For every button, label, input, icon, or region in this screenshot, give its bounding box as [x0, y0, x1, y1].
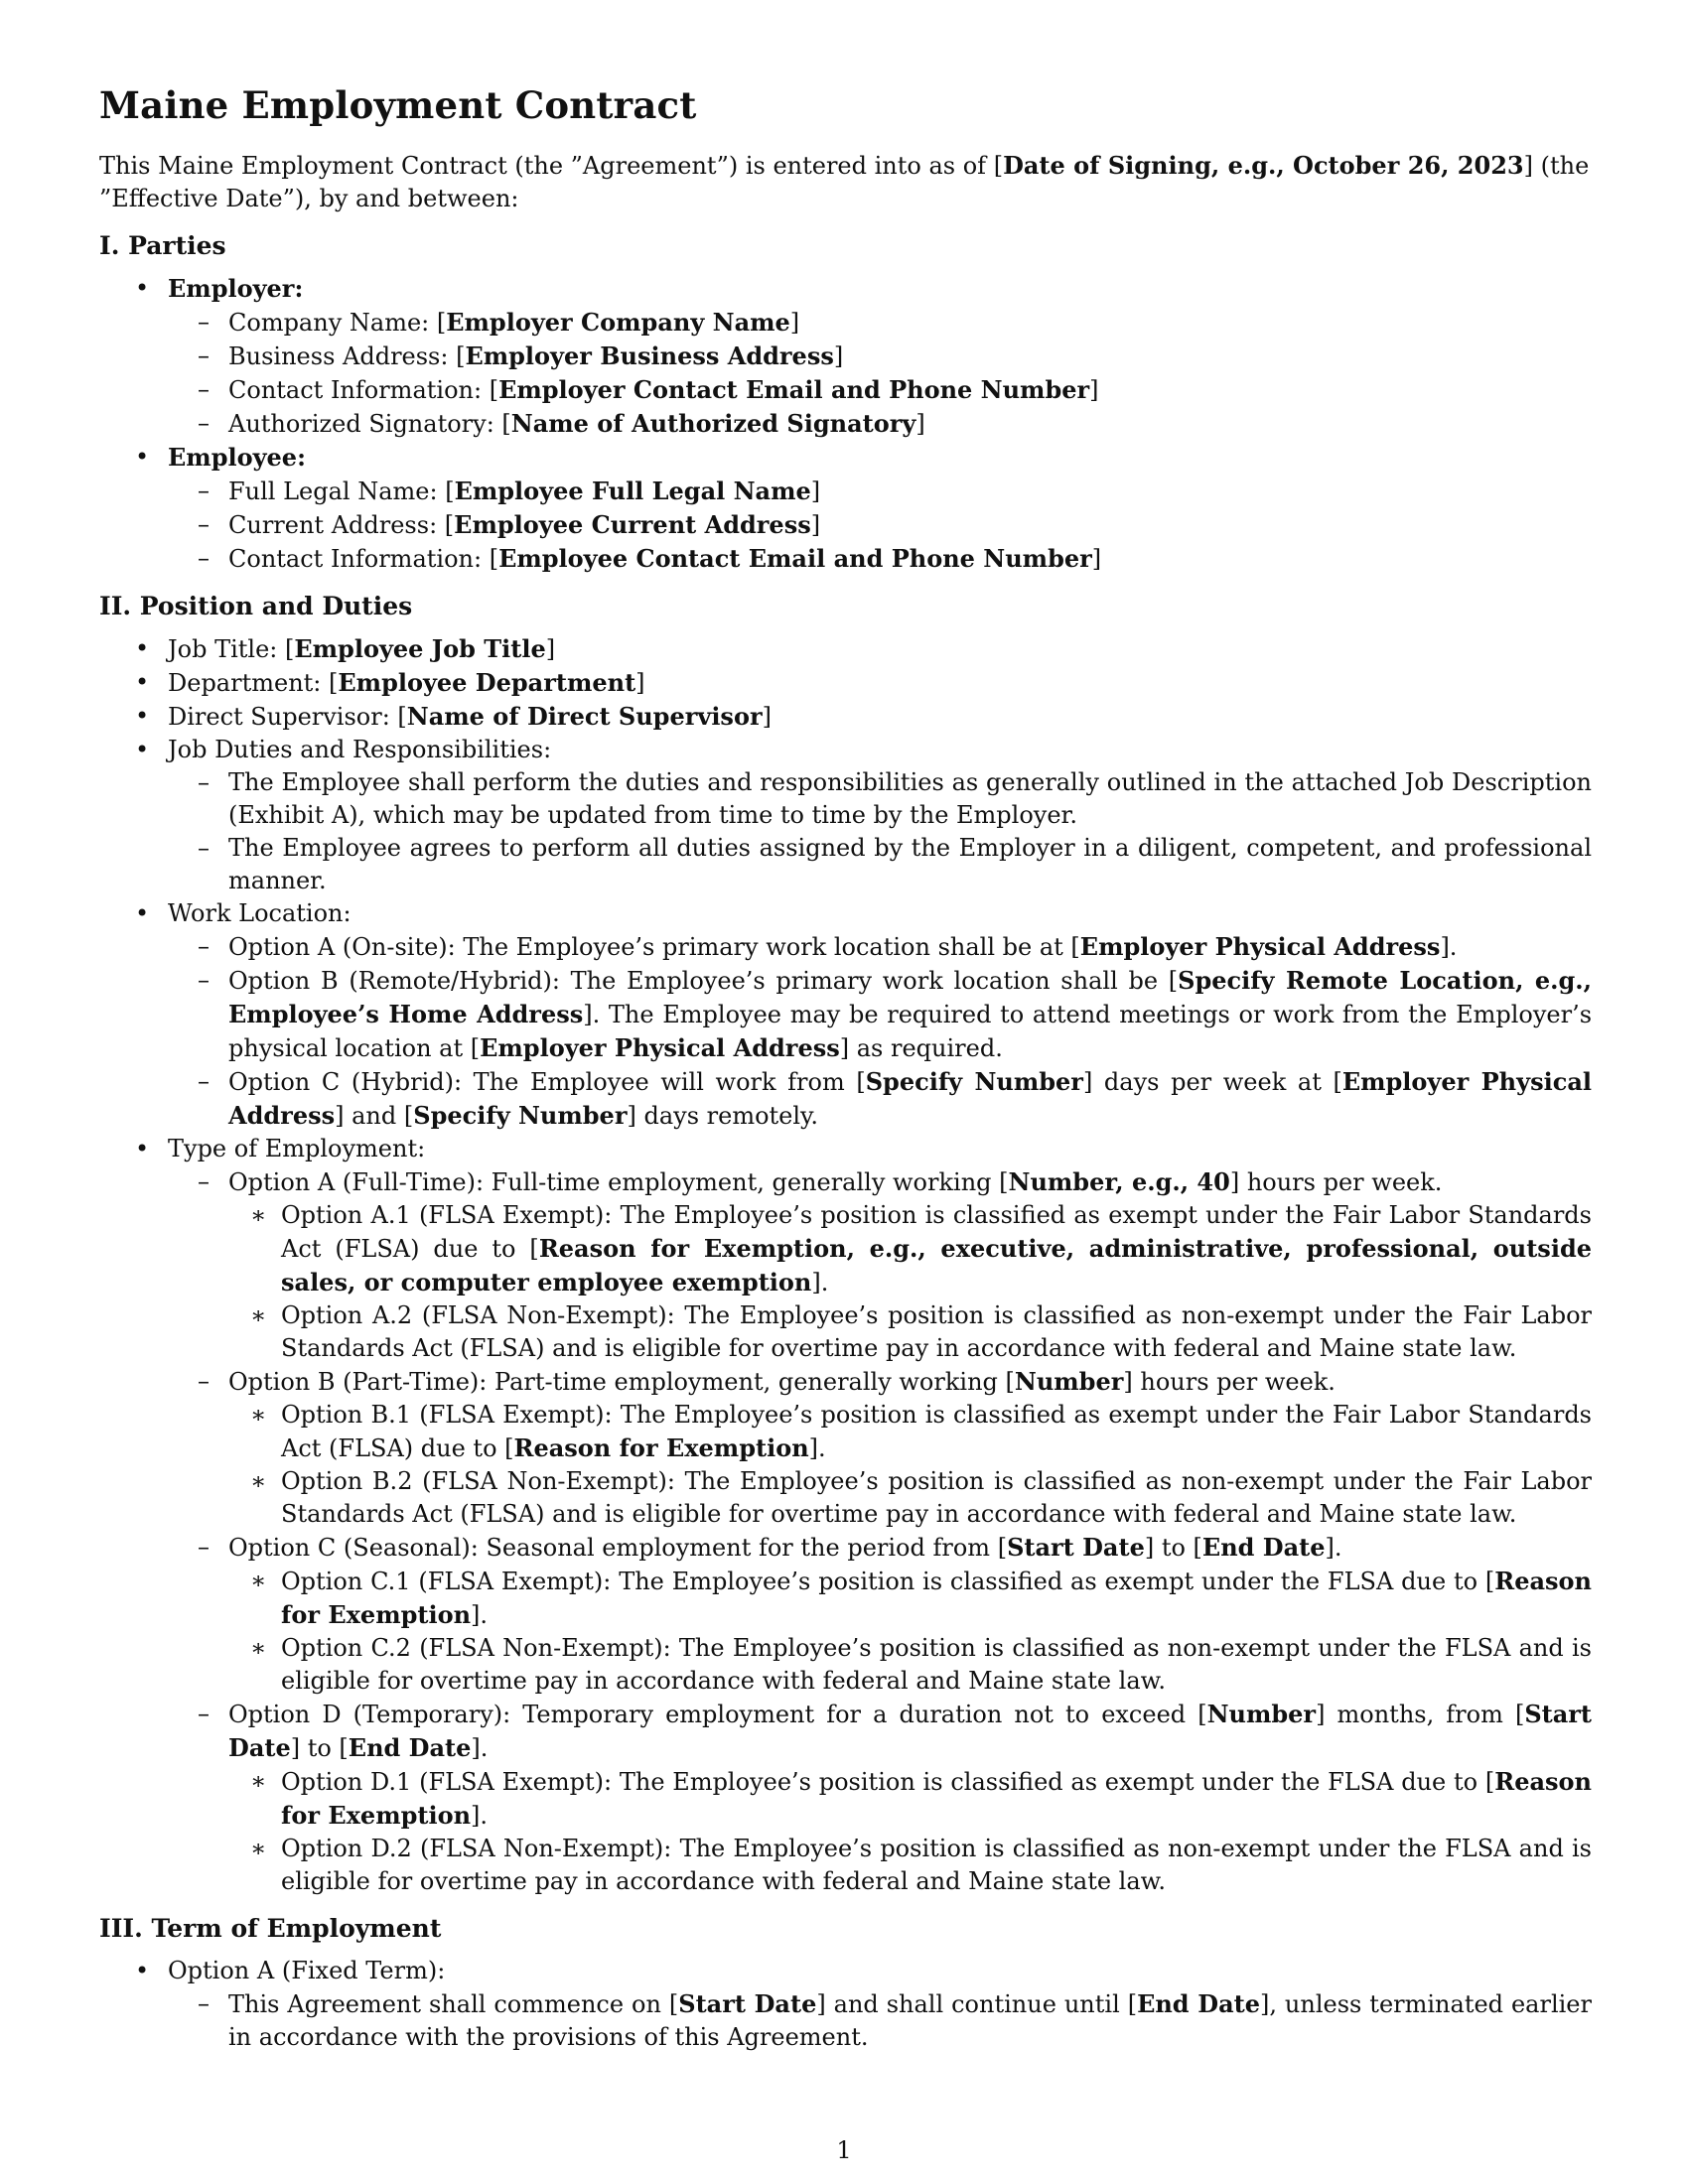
section-heading-term: III. Term of Employment: [99, 1914, 442, 1944]
list-item: – Business Address: [Employer Business Address]: [99, 340, 1592, 373]
list-item: ∗ Option A.2 (FLSA Non-Exempt): The Employee’s position is classified as non-exempt under the Fair Labor Standards Act (FLSA) and is eligible for overtime pay in accordance with federal and Maine state law.: [99, 1299, 1592, 1365]
list-item: – Company Name: [Employer Company Name]: [99, 306, 1592, 340]
list-item: – Option A (Full-Time): Full-time employment, generally working [Number, e.g., 40] hours per week. ∗ Option A.1 (FLSA Exempt): The Employee’s position is classified as exempt under the Fair Labor Standards Act (FLSA) due to [Reason for Exemption, e.g., executive, administrative, professional, outside sales, or computer employee exemption]. ∗ Option A.2 (FLSA Non-Exempt): The Employee’s position is classified as non-exempt under the Fair Labor Standards Act (FLSA) and is eligible for overtime pay in accordance with federal and Maine state law.: [99, 1165, 1592, 1365]
list-item: • Option A (Fixed Term): – This Agreement shall commence on [Start Date] and shall continue until [End Date], unless terminated earlier in accordance with the provisions of this Agreement.: [99, 1955, 1592, 2054]
list-item: – The Employee shall perform the duties and responsibilities as generally outlined in the attached Job Description (Exhibit A), which may be updated from time to time by the Employer.: [99, 766, 1592, 832]
list-item: • Work Location: – Option A (On-site): The Employee’s primary work location shall be at [Employer Physical Address]. – Option B (Remote/Hybrid): The Employee’s primary work location shall be [Specify Remote Location, e.g., Employee’s Home Address]. The Employee may be required to attend meetings or work from the Employer’s physical location at [Employer Physical Address] as required. – Option C (Hybrid): The Employee will work from [Specify Number] days per week at [Employer Physical Address] and [Specify Number] days remotely.: [99, 897, 1592, 1133]
list-item: • Job Duties and Responsibilities: – The Employee shall perform the duties and responsibilities as generally outlined in the attached Job Description (Exhibit A), which may be updated from time to time by the Employer. – The Employee agrees to perform all duties assigned by the Employer in a diligent, competent, and professional manner.: [99, 734, 1592, 897]
list-item: – Current Address: [Employee Current Address]: [99, 508, 1592, 542]
list-item: ∗ Option D.2 (FLSA Non-Exempt): The Employee’s position is classified as non-exempt under the FLSA and is eligible for overtime pay in accordance with federal and Maine state law.: [99, 1833, 1592, 1898]
list-item: ∗ Option D.1 (FLSA Exempt): The Employee’s position is classified as exempt under the FLSA due to [Reason for Exemption].: [99, 1765, 1592, 1833]
list-item: – Option C (Hybrid): The Employee will work from [Specify Number] days per week at [Employer Physical Address] and [Specify Number] days remotely.: [99, 1065, 1592, 1133]
list-item: – Option C (Seasonal): Seasonal employment for the period from [Start Date] to [End Date]. ∗ Option C.1 (FLSA Exempt): The Employee’s position is classified as exempt under the FLSA due to [Reason for Exemption]. ∗ Option C.2 (FLSA Non-Exempt): The Employee’s position is classified as non-exempt under the FLSA and is eligible for overtime pay in accordance with federal and Maine state law.: [99, 1531, 1592, 1698]
list-item: – Option B (Part-Time): Part-time employment, generally working [Number] hours per week. ∗ Option B.1 (FLSA Exempt): The Employee’s position is classified as exempt under the Fair Labor Standards Act (FLSA) due to [Reason for Exemption]. ∗ Option B.2 (FLSA Non-Exempt): The Employee’s position is classified as non-exempt under the Fair Labor Standards Act (FLSA) and is eligible for overtime pay in accordance with federal and Maine state law.: [99, 1365, 1592, 1531]
list-item: • Employer: – Company Name: [Employer Company Name] – Business Address: [Employer Business Address] – Contact Information: [Employer Contact Email and Phone Number] – Authorized Signatory: [Name of Authorized Signatory]: [99, 272, 1592, 441]
list-item: ∗ Option C.2 (FLSA Non-Exempt): The Employee’s position is classified as non-exempt under the FLSA and is eligible for overtime pay in accordance with federal and Maine state law.: [99, 1632, 1592, 1698]
list-item: – Authorized Signatory: [Name of Authorized Signatory]: [99, 407, 1592, 441]
list-item: ∗ Option C.1 (FLSA Exempt): The Employee’s position is classified as exempt under the FLSA due to [Reason for Exemption].: [99, 1565, 1592, 1632]
list-item: • Department: [Employee Department]: [99, 666, 1592, 700]
list-item: • Direct Supervisor: [Name of Direct Supervisor]: [99, 700, 1592, 734]
list-item: – Option B (Remote/Hybrid): The Employee’s primary work location shall be [Specify Remote Location, e.g., Employee’s Home Address]. The Employee may be required to attend meetings or work from the Employer’s physical location at [Employer Physical Address] as required.: [99, 964, 1592, 1065]
list-item: ∗ Option B.1 (FLSA Exempt): The Employee’s position is classified as exempt under the Fair Labor Standards Act (FLSA) due to [Reason for Exemption].: [99, 1399, 1592, 1465]
list-item: • Employee: – Full Legal Name: [Employee Full Legal Name] – Current Address: [Employee Current Address] – Contact Information: [Employee Contact Email and Phone Number]: [99, 441, 1592, 576]
list-item: ∗ Option B.2 (FLSA Non-Exempt): The Employee’s position is classified as non-exempt under the Fair Labor Standards Act (FLSA) and is eligible for overtime pay in accordance with federal and Maine state law.: [99, 1465, 1592, 1531]
list-item: – Full Legal Name: [Employee Full Legal Name]: [99, 475, 1592, 508]
list-item: – Contact Information: [Employer Contact Email and Phone Number]: [99, 373, 1592, 407]
position-list: [99, 632, 1592, 1898]
section-heading-position: II. Position and Duties: [99, 592, 413, 621]
list-item: – This Agreement shall commence on [Start Date] and shall continue until [End Date], unless terminated earlier in accordance with the provisions of this Agreement.: [99, 1987, 1592, 2054]
list-item: – The Employee agrees to perform all duties assigned by the Employer in a diligent, competent, and professional manner.: [99, 832, 1592, 897]
list-item: • Job Title: [Employee Job Title]: [99, 632, 1592, 666]
list-item: • Type of Employment: – Option A (Full-Time): Full-time employment, generally working [Number, e.g., 40] hours per week. ∗ Option A.1 (FLSA Exempt): The Employee’s position is classified as exempt under the Fair Labor Standards Act (FLSA) due to [Reason for Exemption, e.g., executive, administrative, professional, outside sales, or computer employee exemption]. ∗ Option A.2 (FLSA Non-Exempt): The Employee’s position is classified as non-exempt under the Fair Labor Standards Act (FLSA) and is eligible for overtime pay in accordance with federal and Maine state law. – Option B (Part-Time): Part-time employment, generally working [Number] hours per week. ∗ Option B.1 (FLSA Exempt): The Employee’s position is classified as exempt under the Fair Labor Standards Act (FLSA) due to [Reason for Exemption]. ∗ Option B.2 (FLSA Non-Exempt): The Employee’s position is classified as non-exempt under the Fair Labor Standards Act (FLSA) and is eligible for overtime pay in accordance with federal and Maine state law. – Option C (Seasonal): Seasonal employment for the period from [Start Date] to [End Date]. ∗ Option C.1 (FLSA Exempt): The Employee’s position is classified as exempt under the FLSA due to [Reason for Exemption]. ∗ Option C.2 (FLSA Non-Exempt): The Employee’s position is classified as non-exempt under the FLSA and is eligible for overtime pay in accordance with federal and Maine state law. – Option D (Temporary): Temporary employment for a duration not to exceed [Number] months, from [Start Date] to [End Date]. ∗ Option D.1 (FLSA Exempt): The Employee’s position is classified as exempt under the FLSA due to [Reason for Exemption]. ∗ Option D.2 (FLSA Non-Exempt): The Employee’s position is classified as non-exempt under the FLSA and is eligible for overtime pay in accordance with federal and Maine state law.: [99, 1133, 1592, 1898]
list-item: – Option A (On-site): The Employee’s primary work location shall be at [Employer Physical Address].: [99, 930, 1592, 964]
list-item: – Option D (Temporary): Temporary employment for a duration not to exceed [Number] months, from [Start Date] to [End Date]. ∗ Option D.1 (FLSA Exempt): The Employee’s position is classified as exempt under the FLSA due to [Reason for Exemption]. ∗ Option D.2 (FLSA Non-Exempt): The Employee’s position is classified as non-exempt under the FLSA and is eligible for overtime pay in accordance with federal and Maine state law.: [99, 1698, 1592, 1898]
page-number: 1: [836, 2136, 852, 2164]
term-list: [99, 1955, 1592, 2054]
list-item: ∗ Option A.1 (FLSA Exempt): The Employee’s position is classified as exempt under the Fair Labor Standards Act (FLSA) due to [Reason for Exemption, e.g., executive, administrative, professional, outside sales, or computer employee exemption].: [99, 1199, 1592, 1299]
date-placeholder: Date of Signing, e.g., October 26, 2023: [1003, 151, 1524, 181]
parties-list: [99, 272, 1592, 576]
section-heading-parties: I. Parties: [99, 231, 226, 261]
list-item: – Contact Information: [Employee Contact Email and Phone Number]: [99, 542, 1592, 576]
document-title: Maine Employment Contract: [99, 83, 697, 127]
intro-paragraph: This Maine Employment Contract (the ”Agreement”) is entered into as of [Date of Signing, e.g., October 26, 2023] (the ”Effective Date”), by and between:: [99, 151, 1590, 213]
